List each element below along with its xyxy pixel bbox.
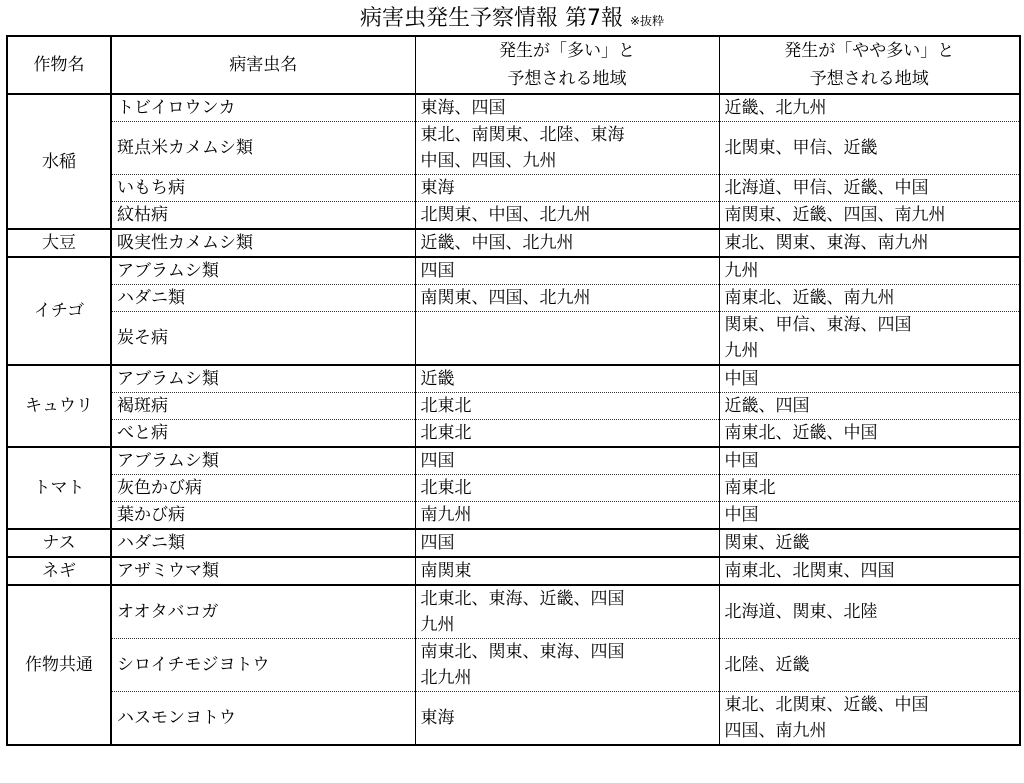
table-row bbox=[7, 639, 1020, 692]
many-region-cell: 四国 bbox=[415, 529, 719, 557]
table-row bbox=[7, 475, 1020, 502]
table-body bbox=[7, 94, 1020, 745]
crop-cell: 作物共通 bbox=[7, 585, 111, 745]
many-region-cell: 四国 bbox=[415, 257, 719, 285]
table-row bbox=[7, 557, 1020, 585]
crop-cell: イチゴ bbox=[7, 257, 111, 365]
crop-cell: トマト bbox=[7, 447, 111, 529]
pest-cell: アブラムシ類 bbox=[111, 447, 415, 475]
table-row bbox=[7, 94, 1020, 122]
pest-cell: 葉かび病 bbox=[111, 502, 415, 530]
some-region-cell: 東北、関東、東海、南九州 bbox=[719, 229, 1020, 257]
many-region-cell: 東海 bbox=[415, 175, 719, 202]
table-row bbox=[7, 257, 1020, 285]
crop-cell: キュウリ bbox=[7, 365, 111, 447]
many-region-cell: 南関東、四国、北九州 bbox=[415, 285, 719, 312]
table-row bbox=[7, 393, 1020, 420]
pest-cell: オオタバコガ bbox=[111, 585, 415, 639]
title-text: 病害虫発生予察情報 第7報 bbox=[359, 6, 623, 31]
title-note: ※抜粋 bbox=[629, 14, 665, 28]
pest-cell: 炭そ病 bbox=[111, 312, 415, 366]
pest-forecast-table bbox=[6, 35, 1021, 746]
some-region-cell: 近畿、北九州 bbox=[719, 94, 1020, 122]
crop-cell: ナス bbox=[7, 529, 111, 557]
header-crop: 作物名 bbox=[7, 36, 111, 94]
some-region-cell: 北陸、近畿 bbox=[719, 639, 1020, 692]
some-region-cell: 九州 bbox=[719, 257, 1020, 285]
some-region-cell: 東北、北関東、近畿、中国 四国、南九州 bbox=[719, 692, 1020, 746]
pest-cell: 灰色かび病 bbox=[111, 475, 415, 502]
some-region-cell: 南関東、近畿、四国、南九州 bbox=[719, 202, 1020, 230]
header-row bbox=[7, 36, 1020, 94]
crop-cell: 水稲 bbox=[7, 94, 111, 229]
table-row bbox=[7, 202, 1020, 230]
many-region-cell: 北関東、中国、北九州 bbox=[415, 202, 719, 230]
table-row bbox=[7, 529, 1020, 557]
some-region-cell: 近畿、四国 bbox=[719, 393, 1020, 420]
many-region-cell: 東海 bbox=[415, 692, 719, 746]
pest-cell: アザミウマ類 bbox=[111, 557, 415, 585]
many-region-cell: 南九州 bbox=[415, 502, 719, 530]
pest-cell: アブラムシ類 bbox=[111, 257, 415, 285]
many-region-cell: 近畿 bbox=[415, 365, 719, 393]
some-region-cell: 中国 bbox=[719, 502, 1020, 530]
table-row bbox=[7, 175, 1020, 202]
many-region-cell: 四国 bbox=[415, 447, 719, 475]
header-many: 発生が「多い」と 予想される地域 bbox=[415, 36, 719, 94]
many-region-cell: 近畿、中国、北九州 bbox=[415, 229, 719, 257]
table-row bbox=[7, 502, 1020, 530]
some-region-cell: 南東北、近畿、中国 bbox=[719, 420, 1020, 448]
table-row bbox=[7, 312, 1020, 366]
header-some: 発生が「やや多い」と 予想される地域 bbox=[719, 36, 1020, 94]
table-row bbox=[7, 122, 1020, 175]
table-row bbox=[7, 285, 1020, 312]
pest-cell: ハダニ類 bbox=[111, 285, 415, 312]
pest-cell: アブラムシ類 bbox=[111, 365, 415, 393]
table-row bbox=[7, 229, 1020, 257]
some-region-cell: 北海道、甲信、近畿、中国 bbox=[719, 175, 1020, 202]
some-region-cell: 中国 bbox=[719, 447, 1020, 475]
crop-cell: 大豆 bbox=[7, 229, 111, 257]
some-region-cell: 南東北、北関東、四国 bbox=[719, 557, 1020, 585]
page-title bbox=[0, 0, 1024, 34]
some-region-cell: 北関東、甲信、近畿 bbox=[719, 122, 1020, 175]
pest-cell: べと病 bbox=[111, 420, 415, 448]
many-region-cell: 北東北 bbox=[415, 420, 719, 448]
pest-cell: 紋枯病 bbox=[111, 202, 415, 230]
many-region-cell: 北東北、東海、近畿、四国 九州 bbox=[415, 585, 719, 639]
pest-cell: いもち病 bbox=[111, 175, 415, 202]
some-region-cell: 関東、甲信、東海、四国 九州 bbox=[719, 312, 1020, 366]
pest-cell: トビイロウンカ bbox=[111, 94, 415, 122]
many-region-cell: 南東北、関東、東海、四国 北九州 bbox=[415, 639, 719, 692]
many-region-cell: 東海、四国 bbox=[415, 94, 719, 122]
many-region-cell: 南関東 bbox=[415, 557, 719, 585]
pest-cell: 斑点米カメムシ類 bbox=[111, 122, 415, 175]
pest-cell: 褐斑病 bbox=[111, 393, 415, 420]
header-pest: 病害虫名 bbox=[111, 36, 415, 94]
pest-cell: シロイチモジヨトウ bbox=[111, 639, 415, 692]
some-region-cell: 南東北 bbox=[719, 475, 1020, 502]
pest-cell: ハダニ類 bbox=[111, 529, 415, 557]
some-region-cell: 南東北、近畿、南九州 bbox=[719, 285, 1020, 312]
table-header bbox=[7, 36, 1020, 94]
pest-cell: ハスモンヨトウ bbox=[111, 692, 415, 746]
table-row bbox=[7, 447, 1020, 475]
some-region-cell: 北海道、関東、北陸 bbox=[719, 585, 1020, 639]
many-region-cell: 東北、南関東、北陸、東海 中国、四国、九州 bbox=[415, 122, 719, 175]
many-region-cell: 北東北 bbox=[415, 393, 719, 420]
pest-cell: 吸実性カメムシ類 bbox=[111, 229, 415, 257]
some-region-cell: 関東、近畿 bbox=[719, 529, 1020, 557]
table-row bbox=[7, 585, 1020, 639]
some-region-cell: 中国 bbox=[719, 365, 1020, 393]
table-row bbox=[7, 420, 1020, 448]
table-row bbox=[7, 692, 1020, 746]
many-region-cell: 北東北 bbox=[415, 475, 719, 502]
crop-cell: ネギ bbox=[7, 557, 111, 585]
many-region-cell bbox=[415, 312, 719, 366]
table-row bbox=[7, 365, 1020, 393]
